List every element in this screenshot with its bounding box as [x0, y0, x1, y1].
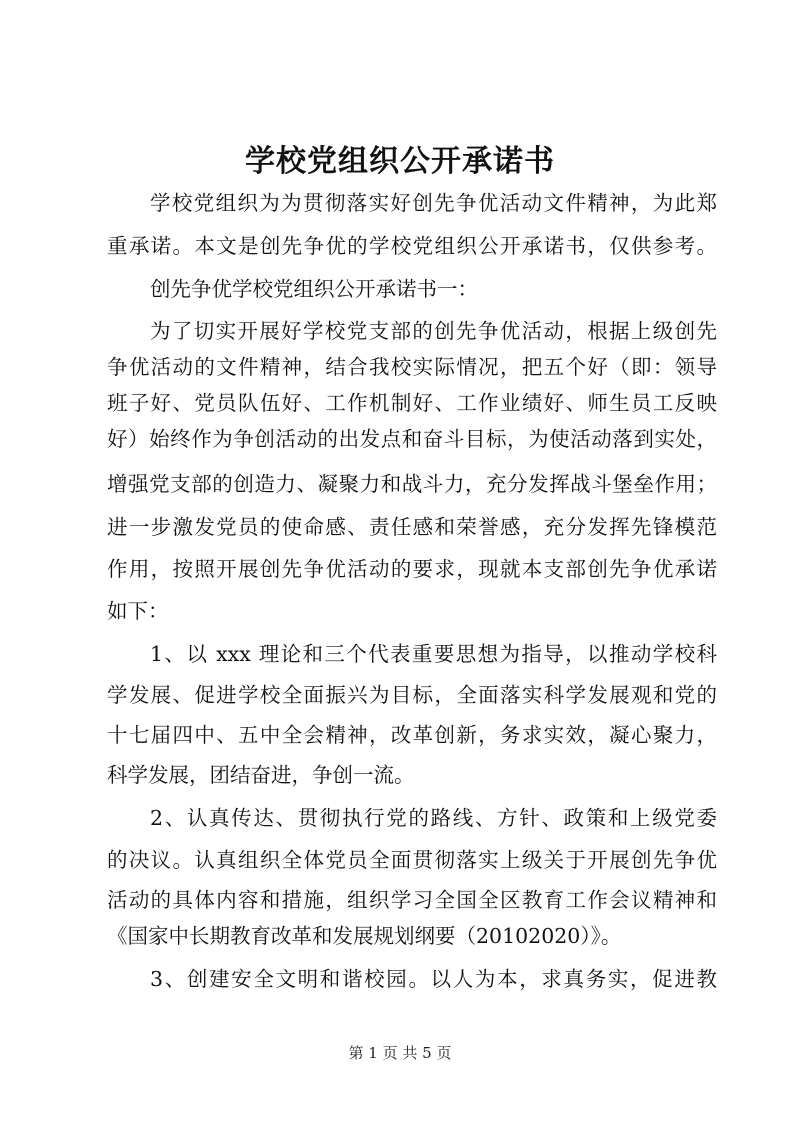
text-line: 如下：	[107, 599, 169, 623]
text-line: 《国家中长期教育改革和发展规划纲要（20102020）》。	[107, 924, 622, 948]
text-line: 创先争优学校党组织公开承诺书一：	[150, 277, 478, 301]
text-line: 十七届四中、五中全会精神，改革创新，务求实效，凝心聚力，	[107, 723, 717, 747]
text-line: 争优活动的文件精神，结合我校实际情况，把五个好（即：领导	[107, 355, 717, 379]
text-line: 活动的具体内容和措施，组织学习全国全区教育工作会议精神和	[107, 888, 717, 912]
text-line: 2、认真传达、贯彻执行党的路线、方针、政策和上级党委	[150, 806, 717, 830]
text-line: 学校党组织为为贯彻落实好创先争优活动文件精神，为此郑	[150, 191, 717, 215]
page-footer: 第 1 页 共 5 页	[348, 1044, 452, 1062]
text-line: 作用，按照开展创先争优活动的要求，现就本支部创先争优承诺	[107, 557, 717, 581]
text-line: 的决议。认真组织全体党员全面贯彻落实上级关于开展创先争优	[107, 848, 717, 872]
text-line: 学发展、促进学校全面振兴为目标，全面落实科学发展观和党的	[107, 683, 717, 707]
text-line: 3、创建安全文明和谐校园。以人为本，求真务实，促进教	[150, 967, 717, 991]
document-title: 学校党组织公开承诺书	[245, 144, 555, 179]
text-line: 重承诺。本文是创先争优的学校党组织公开承诺书，仅供参考。	[107, 234, 717, 258]
text-line: 为了切实开展好学校党支部的创先争优活动，根据上级创先	[150, 319, 717, 343]
text-line: 1、以 xxx 理论和三个代表重要思想为指导，以推动学校科	[150, 642, 717, 666]
text-line: 科学发展，团结奋进，争创一流。	[107, 763, 415, 787]
text-line: 好）始终作为争创活动的出发点和奋斗目标，为使活动落到实处，	[107, 427, 717, 451]
text-line: 增强党支部的创造力、凝聚力和战斗力，充分发挥战斗堡垒作用；	[107, 472, 717, 496]
text-line: 进一步激发党员的使命感、责任感和荣誉感，充分发挥先锋模范	[107, 515, 717, 539]
text-line: 班子好、党员队伍好、工作机制好、工作业绩好、师生员工反映	[107, 391, 717, 415]
